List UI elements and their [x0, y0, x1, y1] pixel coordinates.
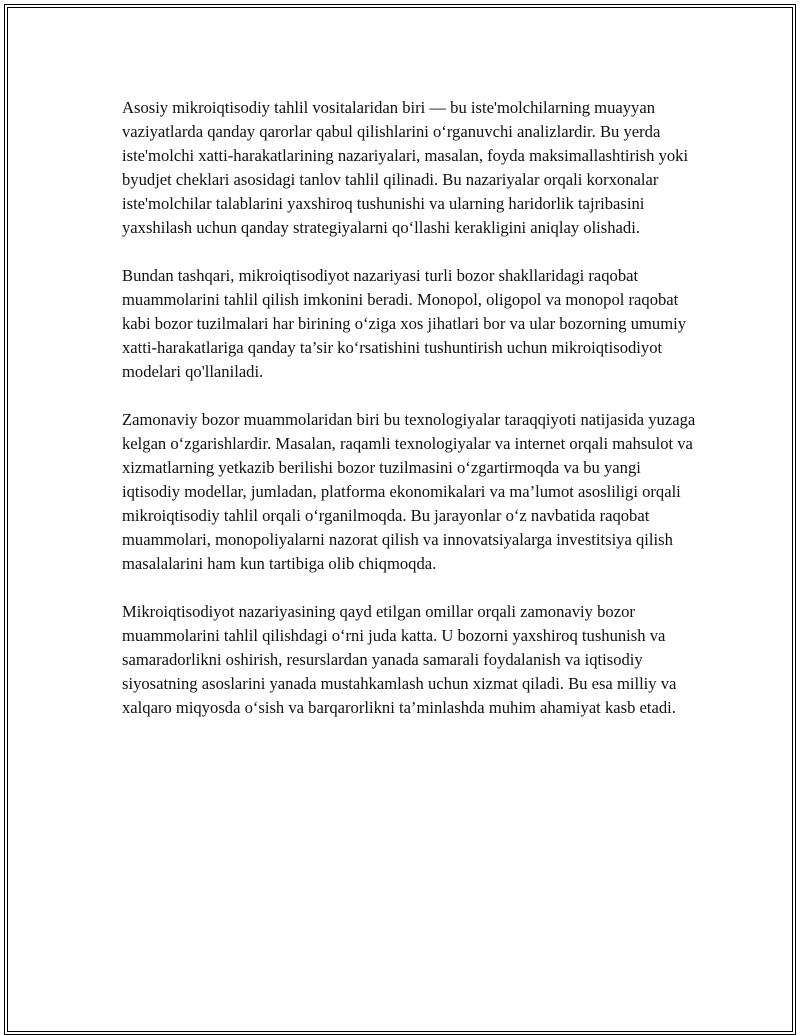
paragraph-2: Bundan tashqari, mikroiqtisodiyot nazariyasi turli bozor shakllaridagi raqobat muammolarini tahlil qilish imkonini beradi. Monopol, oligopol va monopol raqobat kabi bozor tuzilmalari har birining o‘ziga xos jihatlari bor va ular bozorning umumiy xatti-harakatlariga qanday ta’sir ko‘rsatishini tushuntirish uchun mikroiqtisodiyot modelari qo'llaniladi. [122, 266, 687, 381]
paragraph-1: Asosiy mikroiqtisodiy tahlil vositalaridan biri — bu iste'molchilarning muayyan vaziyatlarda qanday qarorlar qabul qilishlarini o‘rganuvchi analizlardir. Bu yerda iste'molchi xatti-harakatlarining nazariyalari, masalan, foyda maksimallashtirish yoki byudjet cheklari asosidagi tanlov tahlil qilinadi. Bu nazariyalar orqali korxonalar iste'molchilar talablarini yaxshiroq tushunishi va ularning haridorlik tajribasini yaxshilash uchun qanday strategiyalarni qo‘llashi kerakligini aniqlay olishadi. [122, 98, 689, 237]
document-page [4, 4, 796, 1035]
paragraph-4: Mikroiqtisodiyot nazariyasining qayd etilgan omillar orqali zamonaviy bozor muammolarini tahlil qilishdagi o‘rni juda katta. U bozorni yaxshiroq tushunish va samaradorlikni oshirish, resurslardan yanada samarali foydalanish va iqtisodiy siyosatning asoslarini yanada mustahkamlash uchun xizmat qiladi. Bu esa milliy va xalqaro miqyosda o‘sish va barqarorlikni ta’minlashda muhim ahamiyat kasb etadi. [122, 602, 677, 717]
document-body [122, 96, 702, 744]
paragraph-3: Zamonaviy bozor muammolaridan biri bu texnologiyalar taraqqiyoti natijasida yuzaga kelgan o‘zgarishlardir. Masalan, raqamli texnologiyalar va internet orqali mahsulot va xizmatlarning yetkazib berilishi bozor tuzilmasini o‘zgartirmoqda va bu yangi iqtisodiy modellar, jumladan, platforma ekonomikalari va ma’lumot asosliligi orqali mikroiqtisodiy tahlil orqali o‘rganilmoqda. Bu jarayonlar o‘z navbatida raqobat muammolari, monopoliyalarni nazorat qilish va innovatsiyalarga investitsiya qilish masalalarini ham kun tartibiga olib chiqmoqda. [122, 410, 696, 573]
